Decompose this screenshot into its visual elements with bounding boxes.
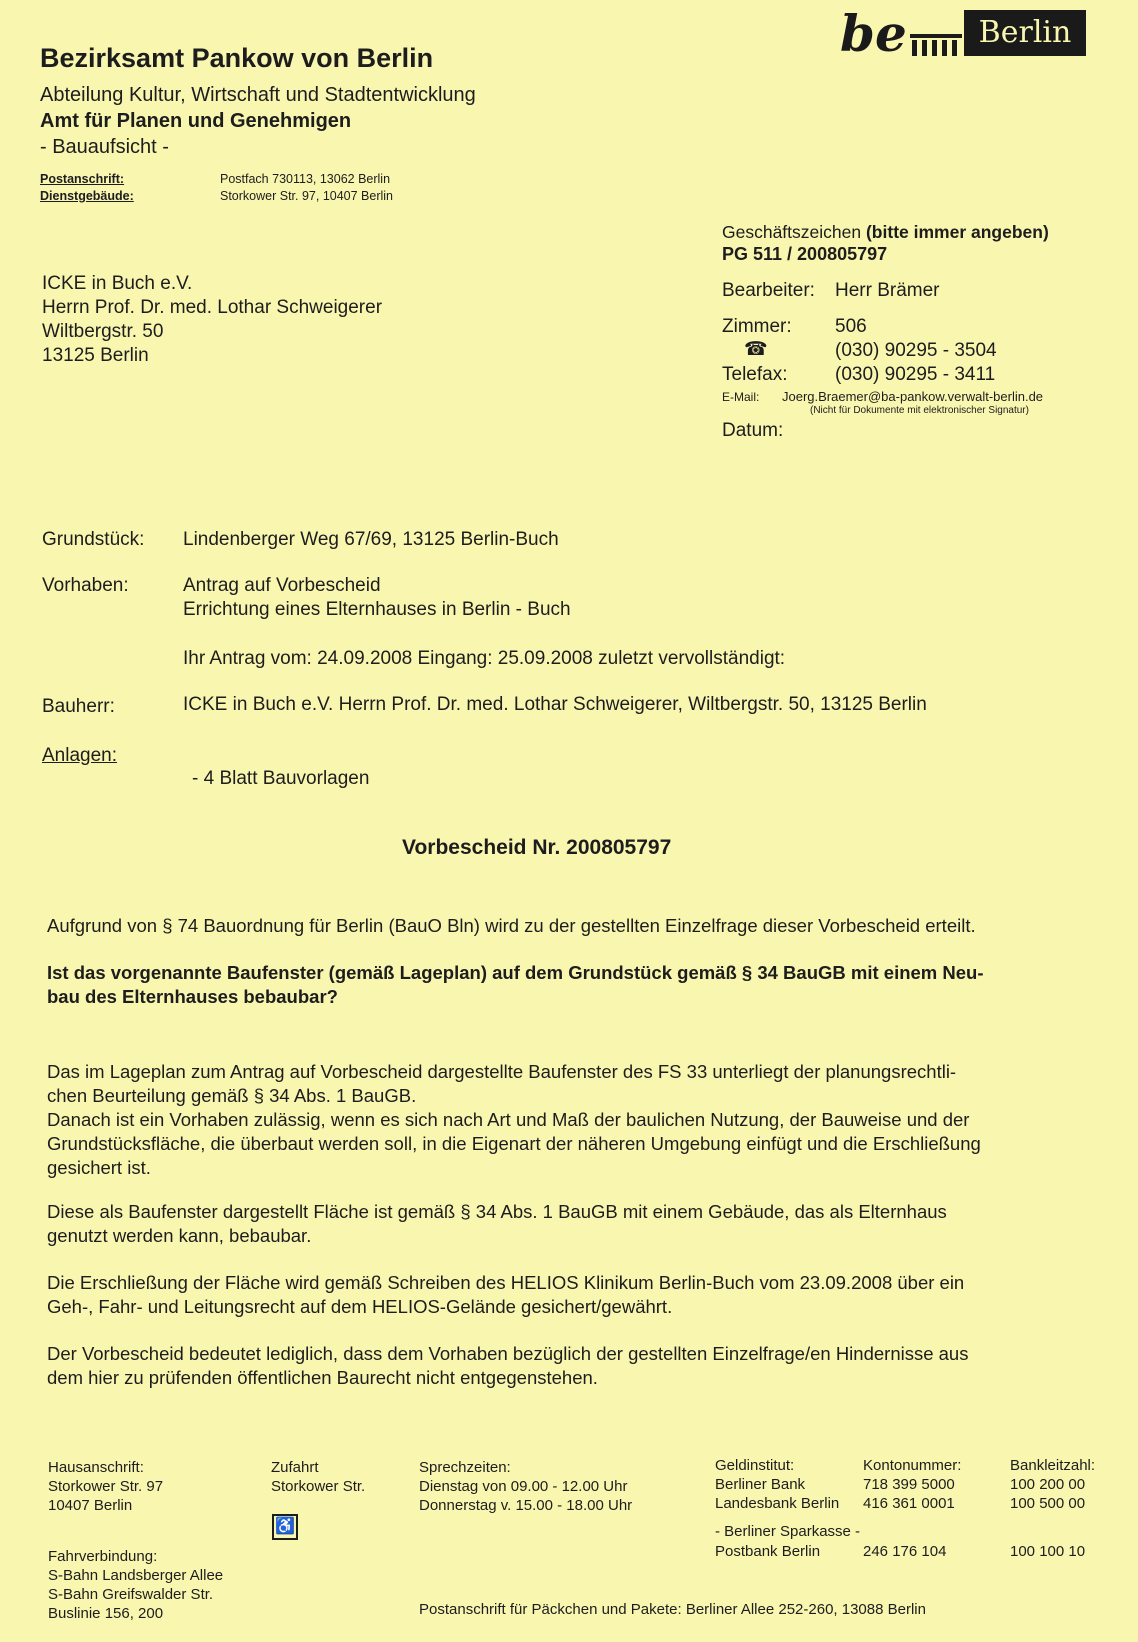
access-line-1: Die Erschließung der Fläche wird gemäß Schreiben des HELIOS Klinikum Berlin-Buch vom 23.09.2008 über ein [47,1272,965,1293]
clerk-value: Herr Brämer [835,280,940,301]
owner-value: ICKE in Buch e.V. Herrn Prof. Dr. med. Lothar Schweigerer, Wiltbergstr. 50, 13125 Berlin [183,694,927,715]
access-paragraph [47,1271,1107,1319]
transit-info [48,1547,223,1623]
parcel-address: Postanschrift für Päckchen und Pakete: Berliner Allee 252-260, 13088 Berlin [419,1601,926,1618]
building-label: Dienstgebäude: [40,189,134,203]
scope-paragraph [47,1342,1107,1390]
phone-value: (030) 90295 - 3504 [835,340,997,361]
recipient-line-3: Wiltbergstr. 50 [42,321,164,342]
fax-value: (030) 90295 - 3411 [835,364,996,385]
hours-label: Sprechzeiten: [419,1459,511,1476]
building-value: Storkower Str. 97, 10407 Berlin [220,189,394,203]
access-label: Zufahrt [271,1459,319,1476]
wheelchair-icon: ♿ [272,1514,298,1540]
fax-label: Telefax: [722,364,788,385]
unit: - Bauaufsicht - [40,136,169,158]
office-hours [419,1458,632,1515]
assessment-paragraph [47,1060,1107,1180]
plot-value: Lindenberger Weg 67/69, 13125 Berlin-Buch [183,529,559,550]
assessment-line-4: Grundstücksfläche, die überbaut werden soll, in die Eigenart der näheren Umgebung einfügt und die Erschließung [47,1133,981,1154]
account-4: 246 176 104 [863,1543,947,1560]
buildable-line-2: genutzt werden kann, bebaubar. [47,1225,312,1246]
logo-berlin-box: Berlin [964,10,1086,56]
access-info [271,1458,365,1496]
assessment-line-3: Danach ist ein Vorhaben zulässig, wenn es sich nach Art und Maß der baulichen Nutzung, der Bauweise und der [47,1109,970,1130]
attachments-value: - 4 Blatt Bauvorlagen [192,768,370,789]
attachments-label: Anlagen: [42,745,118,766]
blz-2: 100 500 00 [1010,1495,1086,1512]
buildable-paragraph [47,1200,1107,1248]
assessment-line-2: chen Beurteilung gemäß § 34 Abs. 1 BauGB. [47,1085,417,1106]
scope-line-2: dem hier zu prüfenden öffentlichen Baurecht nicht entgegenstehen. [47,1367,598,1388]
bank-2: Landesbank Berlin [715,1495,840,1512]
bank-label: Geldinstitut: [715,1457,795,1474]
scope-line-1: Der Vorbescheid bedeutet lediglich, dass dem Vorhaben bezüglich der gestellten Einzelfrage/en Hindernisse aus [47,1343,969,1364]
transit-line-2: S-Bahn Greifswalder Str. [48,1586,214,1603]
phone-icon: ☎ [744,339,768,360]
transit-label: Fahrverbindung: [48,1548,158,1565]
reference-value: PG 511 / 200805797 [722,244,888,264]
room-label: Zimmer: [722,316,792,337]
question-line-2: bau des Elternhauses bebaubar? [47,986,338,1007]
recipient-line-4: 13125 Berlin [42,345,149,366]
access-value: Storkower Str. [271,1478,366,1495]
blz-label: Bankleitzahl: [1010,1457,1096,1474]
house-line-1: Storkower Str. 97 [48,1478,164,1495]
department: Abteilung Kultur, Wirtschaft und Stadtentwicklung [40,84,476,106]
account-label: Kontonummer: [863,1457,962,1474]
email-value: Joerg.Braemer@ba-pankow.verwalt-berlin.de [782,389,1044,404]
recipient-line-1: ICKE in Buch e.V. [42,273,193,294]
house-label: Hausanschrift: [48,1459,144,1476]
house-address [48,1458,163,1515]
logo-be-text: be [840,4,907,63]
room-value: 506 [835,316,867,337]
project-line-1: Antrag auf Vorbescheid [183,575,381,596]
hours-line-1: Dienstag von 09.00 - 12.00 Uhr [419,1478,628,1495]
brandenburg-gate-icon [910,34,962,56]
hours-line-2: Donnerstag v. 15.00 - 18.00 Uhr [419,1497,633,1514]
blz-4: 100 100 10 [1010,1543,1086,1560]
transit-line-1: S-Bahn Landsberger Allee [48,1567,224,1584]
recipient-line-2: Herrn Prof. Dr. med. Lothar Schweigerer [42,297,383,318]
postal-label: Postanschrift: [40,172,125,186]
intro-line: Aufgrund von § 74 Bauordnung für Berlin (BauO Bln) wird zu der gestellten Einzelfrage dieser Vorbescheid erteilt. [47,915,976,936]
buildable-line-1: Diese als Baufenster dargestellt Fläche ist gemäß § 34 Abs. 1 BauGB mit einem Gebäude, das als Elternhaus [47,1201,947,1222]
question-line-1: Ist das vorgenannte Baufenster (gemäß Lageplan) auf dem Grundstück gemäß § 34 BauGB mit einem Neu- [47,962,984,983]
bank-4: Postbank Berlin [715,1543,821,1560]
office: Amt für Planen und Genehmigen [40,110,352,132]
intro-paragraph [47,914,1107,938]
clerk-label: Bearbeiter: [722,280,815,301]
berlin-logo [840,6,1110,62]
access-line-2: Geh-, Fahr- und Leitungsrecht auf dem HELIOS-Gelände gesichert/gewährt. [47,1296,673,1317]
decision-heading: Vorbescheid Nr. 200805797 [402,836,672,859]
reference-hint: (bitte immer angeben) [865,222,1049,242]
email-note: (Nicht für Dokumente mit elektronischer Signatur) [810,405,1029,416]
page-title: Bezirksamt Pankow von Berlin [40,43,434,73]
question-paragraph [47,961,1107,1009]
blz-1: 100 200 00 [1010,1476,1086,1493]
reference-label-row [722,222,1049,243]
application-dates: Ihr Antrag vom: 24.09.2008 Eingang: 25.09.2008 zuletzt vervollständigt: [183,648,786,669]
assessment-line-1: Das im Lageplan zum Antrag auf Vorbescheid dargestellte Baufenster des FS 33 unterliegt der planungsrechtli- [47,1061,957,1082]
postal-value: Postfach 730113, 13062 Berlin [220,172,391,186]
project-label: Vorhaben: [42,575,129,596]
bank-1: Berliner Bank [715,1476,806,1493]
reference-label: Geschäftszeichen [722,222,862,242]
email-label: E-Mail: [722,390,760,404]
transit-line-3: Buslinie 156, 200 [48,1605,164,1622]
owner-label: Bauherr: [42,696,115,717]
assessment-line-5: gesichert ist. [47,1157,151,1178]
date-label: Datum: [722,420,784,441]
project-line-2: Errichtung eines Elternhauses in Berlin - Buch [183,599,571,620]
account-2: 416 361 0001 [863,1495,955,1512]
bank-3-note: - Berliner Sparkasse - [715,1523,861,1540]
plot-label: Grundstück: [42,529,145,550]
account-1: 718 399 5000 [863,1476,955,1493]
house-line-2: 10407 Berlin [48,1497,133,1514]
